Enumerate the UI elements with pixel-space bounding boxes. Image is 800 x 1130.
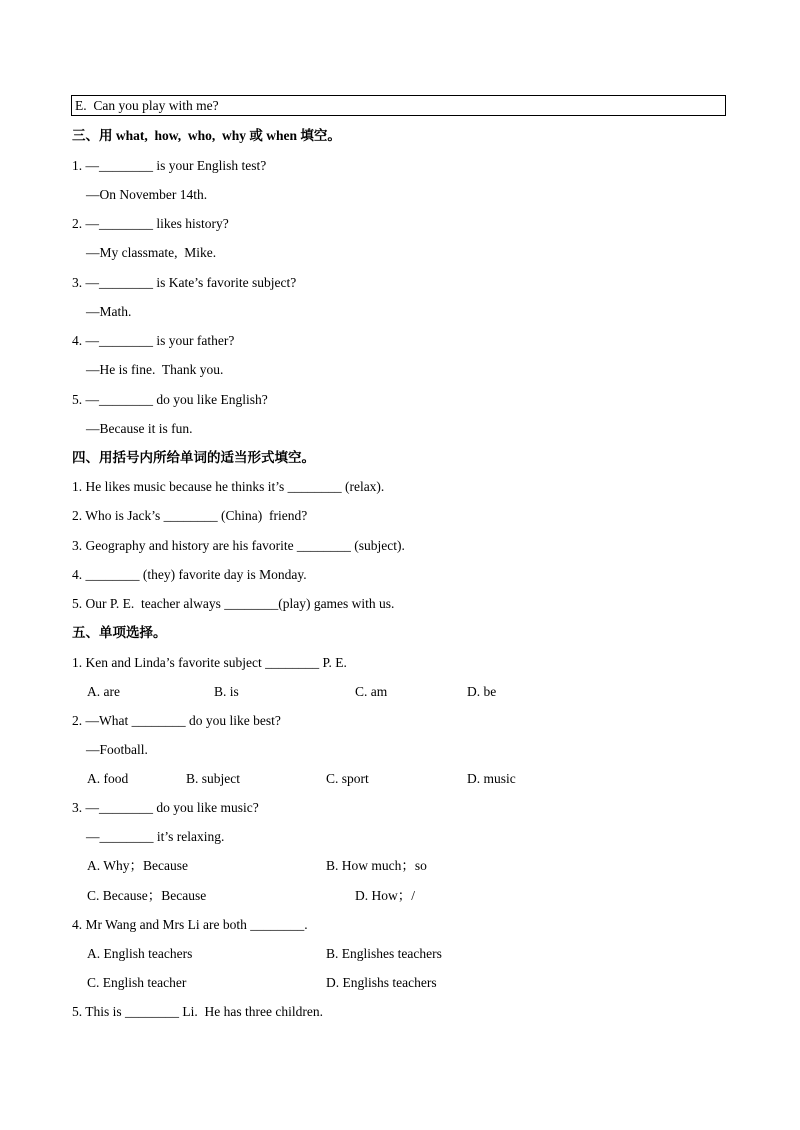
s5-q3-option-a: A. Why；Because [87, 858, 188, 873]
s3-q3: 3. —________ is Kate’s favorite subject? [72, 275, 297, 290]
s5-q2-option-d: D. music [467, 771, 516, 786]
s5-q2-option-a: A. food [87, 771, 129, 786]
s5-q3: 3. —________ do you like music? [72, 800, 259, 815]
s3-a2: —My classmate, Mike. [86, 245, 217, 260]
s5-q2: 2. —What ________ do you like best? [72, 713, 281, 728]
s5-q3-reply: —________ it’s relaxing. [86, 829, 225, 844]
s3-a4: —He is fine. Thank you. [86, 362, 224, 377]
s5-q1-option-a: A. are [87, 684, 120, 699]
s3-q5: 5. —________ do you like English? [72, 392, 268, 407]
section5-heading: 五、单项选择。 [72, 625, 167, 640]
s5-q1-option-b: B. is [214, 684, 239, 699]
s5-q5: 5. This is ________ Li. He has three children. [72, 1004, 323, 1019]
s5-q4-option-b: B. Englishes teachers [326, 946, 442, 961]
s3-q4: 4. —________ is your father? [72, 333, 235, 348]
option-e-box [71, 95, 726, 116]
s3-a1: —On November 14th. [86, 187, 208, 202]
option-e-text: E. Can you play with me? [75, 98, 219, 113]
s3-a3: —Math. [86, 304, 132, 319]
s5-q1: 1. Ken and Linda’s favorite subject ________ P. E. [72, 655, 347, 670]
s5-q4-option-c: C. English teacher [87, 975, 187, 990]
s3-q1: 1. —________ is your English test? [72, 158, 267, 173]
s5-q1-option-c: C. am [355, 684, 388, 699]
s3-q2: 2. —________ likes history? [72, 216, 229, 231]
s5-q3-option-b: B. How much；so [326, 858, 427, 873]
s5-q4-option-a: A. English teachers [87, 946, 193, 961]
s5-q3-option-d: D. How；/ [355, 888, 415, 903]
s3-a5: —Because it is fun. [86, 421, 193, 436]
section4-heading: 四、用括号内所给单词的适当形式填空。 [72, 450, 315, 465]
s5-q4: 4. Mr Wang and Mrs Li are both ________. [72, 917, 308, 932]
s4-q2: 2. Who is Jack’s ________ (China) friend? [72, 508, 308, 523]
s4-q1: 1. He likes music because he thinks it’s ________ (relax). [72, 479, 385, 494]
s4-q4: 4. ________ (they) favorite day is Monday. [72, 567, 307, 582]
s5-q2-option-b: B. subject [186, 771, 240, 786]
s5-q4-option-d: D. Englishs teachers [326, 975, 437, 990]
s5-q2-reply: —Football. [86, 742, 148, 757]
s4-q5: 5. Our P. E. teacher always ________(play) games with us. [72, 596, 395, 611]
s4-q3: 3. Geography and history are his favorite ________ (subject). [72, 538, 405, 553]
s5-q3-option-c: C. Because；Because [87, 888, 207, 903]
s5-q2-option-c: C. sport [326, 771, 369, 786]
s5-q1-option-d: D. be [467, 684, 497, 699]
section3-heading: 三、用 what, how, who, why 或 when 填空。 [72, 128, 341, 143]
